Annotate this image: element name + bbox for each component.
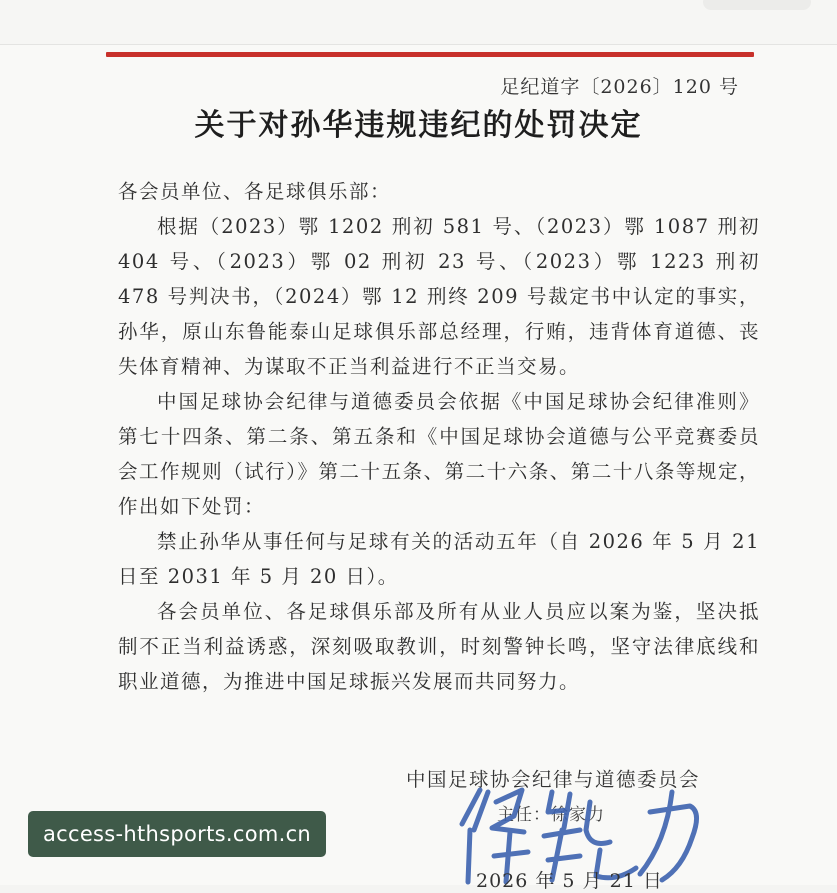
top-status-strip <box>0 0 837 45</box>
paragraph-penalty: 禁止孙华从事任何与足球有关的活动五年（自 2026 年 5 月 21 日至 2031 年 5 月 20 日）。 <box>118 530 760 588</box>
top-pill-control <box>703 0 811 10</box>
issuing-committee: 中国足球协会纪律与道德委员会 <box>406 768 701 791</box>
red-header-rule <box>106 52 754 57</box>
document-title: 关于对孙华违规违纪的处罚决定 <box>194 108 643 143</box>
site-watermark: access-hthsports.com.cn <box>28 811 326 857</box>
paragraph-basis: 中国足球协会纪律与道德委员会依据《中国足球协会纪律准则》第七十四条、第二条、第五条和《中国足球协会道德与公平竞赛委员会工作规则（试行）》第二十五条、第二十六条、第二十八条等规定，作出如下处罚： <box>118 390 760 518</box>
director-line: 主任：徐家力 <box>497 805 605 825</box>
document-date: 2026 年 5 月 21 日 <box>476 870 663 892</box>
document-number: 足纪道字〔2026〕120 号 <box>500 76 739 98</box>
paragraph-warning: 各会员单位、各足球俱乐部及所有从业人员应以案为鉴，坚决抵制不正当利益诱惑，深刻吸取教训，时刻警钟长鸣，坚守法律底线和职业道德，为推进中国足球振兴发展而共同努力。 <box>118 600 760 693</box>
paragraph-facts: 根据（2023）鄂 1202 刑初 581 号、（2023）鄂 1087 刑初 404 号、（2023）鄂 02 刑初 23 号、（2023）鄂 1223 刑初 478 号判决书，（2024）鄂 12 刑终 209 号裁定书中认定的事实，孙华，原山东鲁能泰山足球俱乐部总经理，行贿，违背体育道德、丧失体育精神、为谋取不正当利益进行不正当交易。 <box>118 215 760 378</box>
salutation: 各会员单位、各足球俱乐部： <box>118 180 392 203</box>
document-body <box>118 174 760 699</box>
